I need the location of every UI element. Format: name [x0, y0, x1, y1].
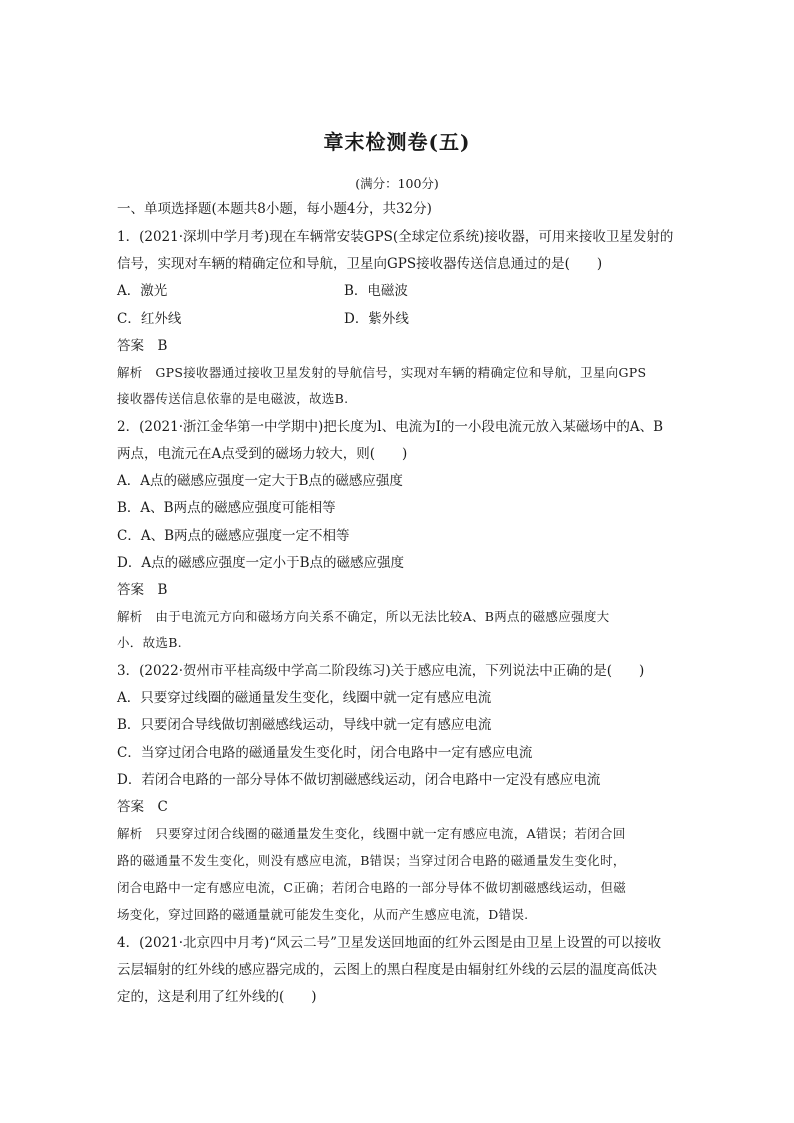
q1-option-a: A．激光 [117, 283, 168, 299]
q3-stem: 3．(2022·贺州市平桂高级中学高二阶段练习)关于感应电流，下列说法中正确的是( ) [117, 663, 645, 679]
q3-option-c: C．当穿过闭合电路的磁通量发生变化时，闭合电路中一定有感应电流 [117, 745, 533, 761]
q2-option-c: C．A、B两点的磁感应强度一定不相等 [117, 528, 350, 544]
section-heading: 一、单项选择题(本题共8小题，每小题4分，共32分) [117, 201, 432, 217]
q2-option-b: B．A、B两点的磁感应强度可能相等 [117, 500, 336, 516]
q2-stem-line1: 2．(2021·浙江金华第一中学期中)把长度为l、电流为I的一小段电流元放入某磁场中的A、B [117, 419, 664, 435]
q3-explanation-line3: 闭合电路中一定有感应电流，C正确；若闭合电路的一部分导体不做切割磁感线运动，但磁 [117, 880, 627, 895]
q3-answer: 答案 C [117, 799, 168, 815]
q2-option-d: D．A点的磁感应强度一定小于B点的磁感应强度 [117, 555, 404, 571]
q1-answer: 答案 B [117, 338, 168, 354]
q3-explanation-line2: 路的磁通量不发生变化，则没有感应电流，B错误；当穿过闭合电路的磁通量发生变化时， [117, 853, 626, 868]
q1-options-row2 [117, 310, 571, 328]
q1-option-c: C．红外线 [117, 311, 182, 327]
q1-stem-line1: 1．(2021·深圳中学月考)现在车辆常安装GPS(全球定位系统)接收器，可用来接收卫星发射的 [117, 229, 674, 245]
q1-explanation-line2: 接收器传送信息依靠的是电磁波，故选B. [117, 391, 349, 406]
q1-explanation-line1: 解析 GPS接收器通过接收卫星发射的导航信号，实现对车辆的精确定位和导航，卫星向GPS [117, 365, 647, 380]
q4-stem-line1: 4．(2021·北京四中月考)“风云二号”卫星发送回地面的红外云图是由卫星上设置的可以接收 [117, 935, 662, 951]
q2-stem-line2: 两点，电流元在A点受到的磁场力较大，则( ) [117, 446, 408, 462]
q3-explanation-line1: 解析 只要穿过闭合线圈的磁通量发生变化，线圈中就一定有感应电流，A错误；若闭合回 [117, 826, 626, 841]
q2-explanation-line2: 小．故选B. [117, 635, 182, 650]
q1-options-row1 [117, 282, 571, 300]
q2-answer: 答案 B [117, 582, 168, 598]
page-title: 章末检测卷(五) [323, 130, 471, 154]
q3-option-a: A．只要穿过线圈的磁通量发生变化，线圈中就一定有感应电流 [117, 690, 492, 706]
q3-option-d: D．若闭合电路的一部分导体不做切割磁感线运动，闭合电路中一定没有感应电流 [117, 772, 601, 788]
q1-option-d: D．紫外线 [344, 311, 409, 327]
q1-option-b: B．电磁波 [344, 283, 408, 299]
q4-stem-line3: 定的，这是利用了红外线的( ) [117, 989, 317, 1005]
q2-explanation-line1: 解析 由于电流元方向和磁场方向关系不确定，所以无法比较A、B两点的磁感应强度大 [117, 609, 610, 624]
q3-option-b: B．只要闭合导线做切割磁感线运动，导线中就一定有感应电流 [117, 717, 492, 733]
q1-stem-line2: 信号，实现对车辆的精确定位和导航，卫星向GPS接收器传送信息通过的是( ) [117, 256, 603, 272]
q4-stem-line2: 云层辐射的红外线的感应器完成的，云图上的黑白程度是由辐射红外线的云层的温度高低决 [117, 962, 657, 978]
q2-option-a: A．A点的磁感应强度一定大于B点的磁感应强度 [117, 473, 403, 489]
q3-explanation-line4: 场变化，穿过回路的磁通量就可能发生变化，从而产生感应电流，D错误. [117, 907, 529, 922]
score-note: (满分：100分) [355, 176, 439, 191]
